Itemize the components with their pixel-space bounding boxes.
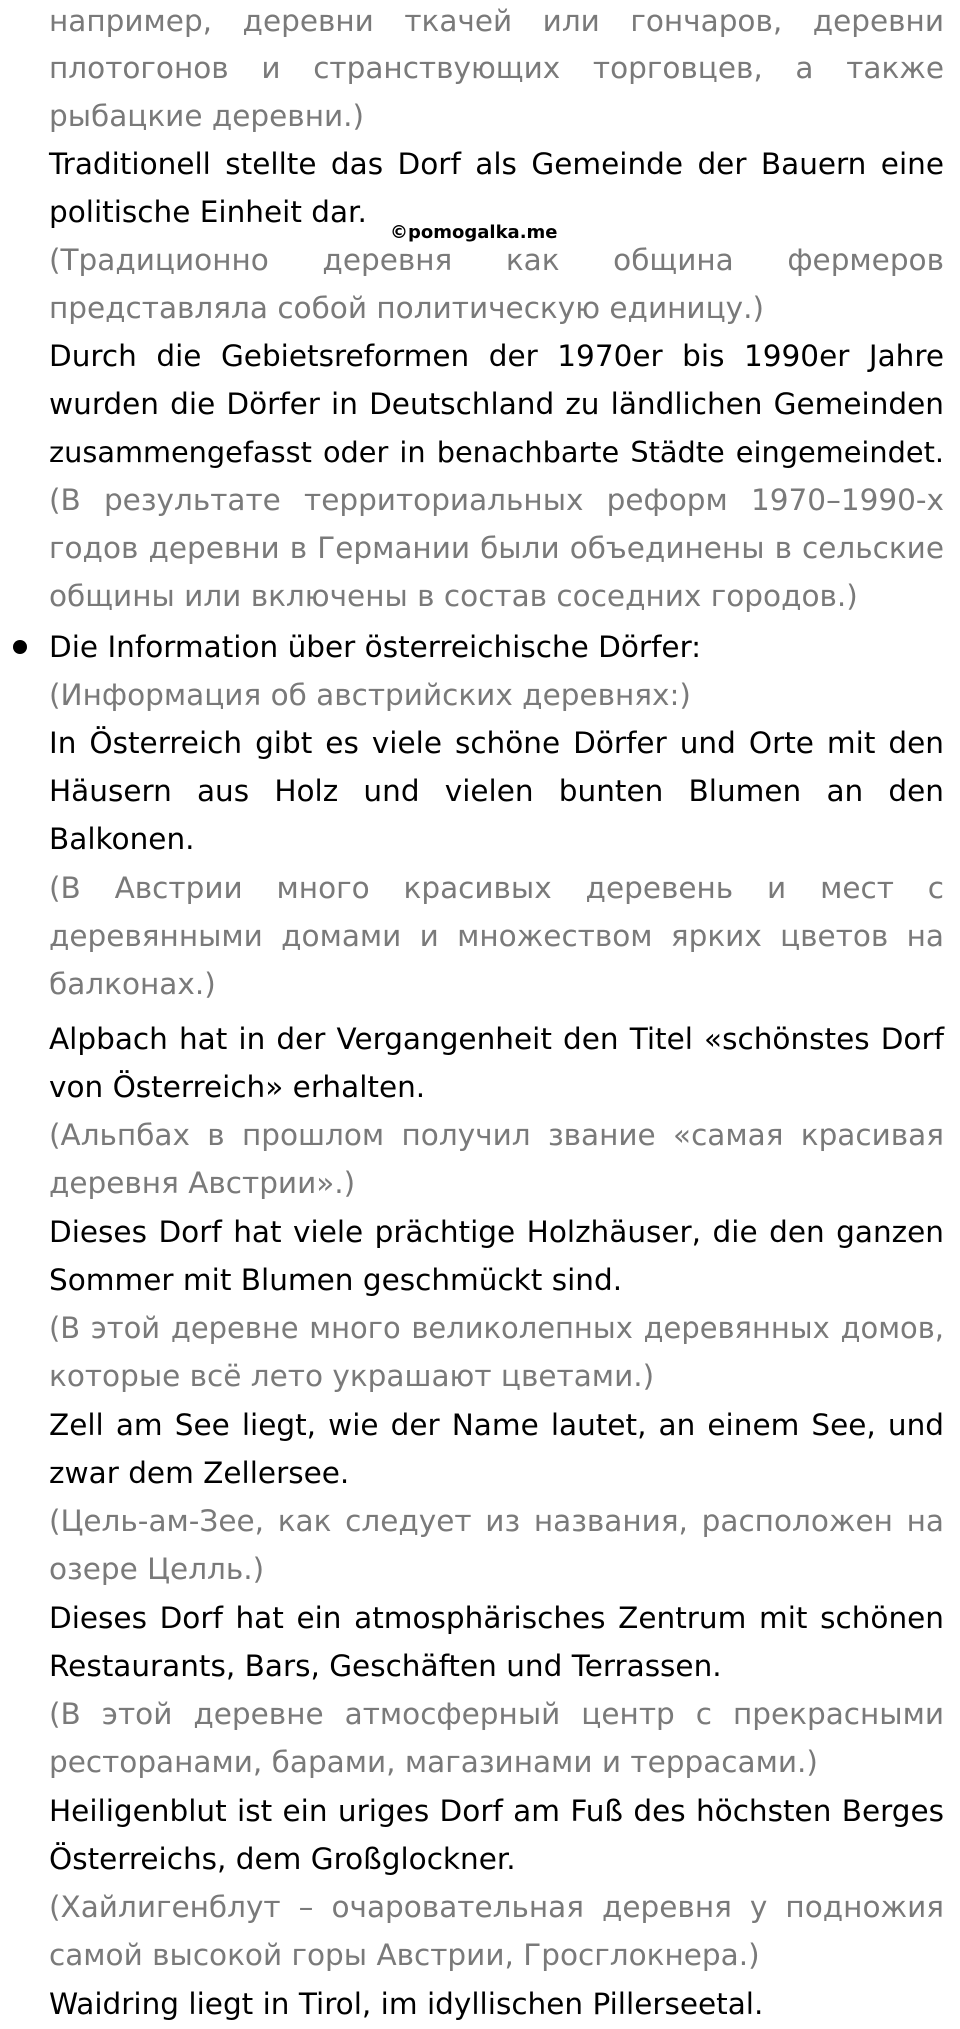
- text-line: Die Information über österreichische Dörfer:: [49, 630, 702, 664]
- text-line: von Österreich» erhalten.: [49, 1070, 426, 1104]
- list-bullet-icon: [13, 640, 27, 654]
- translation-line: общины или включены в состав соседних городов.): [49, 579, 858, 613]
- text-line: Dieses Dorf hat viele prächtige Holzhäuser, die den ganzen: [49, 1215, 944, 1249]
- text-line: Österreichs, dem Großglockner.: [49, 1842, 516, 1876]
- text-line: wurden die Dörfer in Deutschland zu ländlichen Gemeinden: [49, 387, 944, 421]
- text-line: Durch die Gebietsreformen der 1970er bis 1990er Jahre: [49, 339, 944, 373]
- watermark: ©pomogalka.me: [390, 222, 558, 243]
- text-line: Alpbach hat in der Vergangenheit den Titel «schönstes Dorf: [49, 1022, 944, 1056]
- translation-line: которые всё лето украшают цветами.): [49, 1359, 655, 1393]
- text-line: Zell am See liegt, wie der Name lautet, an einem See, und: [49, 1408, 944, 1442]
- translation-line: ресторанами, барами, магазинами и террасами.): [49, 1745, 818, 1779]
- text-line: Balkonen.: [49, 822, 195, 856]
- text-line: zwar dem Zellersee.: [49, 1456, 350, 1490]
- text-line: Sommer mit Blumen geschmückt sind.: [49, 1263, 623, 1297]
- translation-line: озере Целль.): [49, 1552, 265, 1586]
- text-line: Restaurants, Bars, Geschäften und Terrassen.: [49, 1649, 722, 1683]
- text-line: Waidring liegt in Tirol, im idyllischen Pillerseetal.: [49, 1987, 764, 2021]
- text-line: Dieses Dorf hat ein atmosphärisches Zentrum mit schönen: [49, 1601, 944, 1635]
- translation-line: деревня Австрии».): [49, 1166, 356, 1200]
- translation-line: (Цель-ам-Зее, как следует из названия, расположен на: [49, 1504, 944, 1538]
- text-line: Häusern aus Holz und vielen bunten Blumen an den: [49, 774, 944, 808]
- text-line: politische Einheit dar.: [49, 195, 367, 229]
- text-line: Traditionell stellte das Dorf als Gemeinde der Bauern eine: [49, 147, 944, 181]
- text-line: zusammengefasst oder in benachbarte Städte eingemeindet.: [49, 435, 944, 469]
- translation-line: (Традиционно деревня как община фермеров: [49, 243, 944, 277]
- translation-line: балконах.): [49, 967, 216, 1001]
- translation-line: представляла собой политическую единицу.): [49, 291, 765, 325]
- translation-line: рыбацкие деревни.): [49, 99, 365, 133]
- translation-line: например, деревни ткачей или гончаров, деревни: [49, 4, 944, 38]
- translation-line: (Альпбах в прошлом получил звание «самая красивая: [49, 1118, 944, 1152]
- translation-line: годов деревни в Германии были объединены в сельские: [49, 531, 944, 565]
- translation-line: (В этой деревне много великолепных деревянных домов,: [49, 1311, 944, 1345]
- translation-line: (В Австрии много красивых деревень и мест с: [49, 871, 944, 905]
- translation-line: (В этой деревне атмосферный центр с прекрасными: [49, 1697, 944, 1731]
- translation-line: (Хайлигенблут – очаровательная деревня у подножия: [49, 1890, 944, 1924]
- translation-line: плотогонов и странствующих торговцев, а также: [49, 51, 944, 85]
- translation-line: самой высокой горы Австрии, Гросглокнера.): [49, 1938, 760, 1972]
- translation-line: (В результате территориальных реформ 1970–1990-х: [49, 483, 944, 517]
- text-line: Heiligenblut ist ein uriges Dorf am Fuß des höchsten Berges: [49, 1794, 944, 1828]
- text-line: In Österreich gibt es viele schöne Dörfer und Orte mit den: [49, 726, 944, 760]
- translation-line: деревянными домами и множеством ярких цветов на: [49, 919, 944, 953]
- translation-line: (Информация об австрийских деревнях:): [49, 678, 691, 712]
